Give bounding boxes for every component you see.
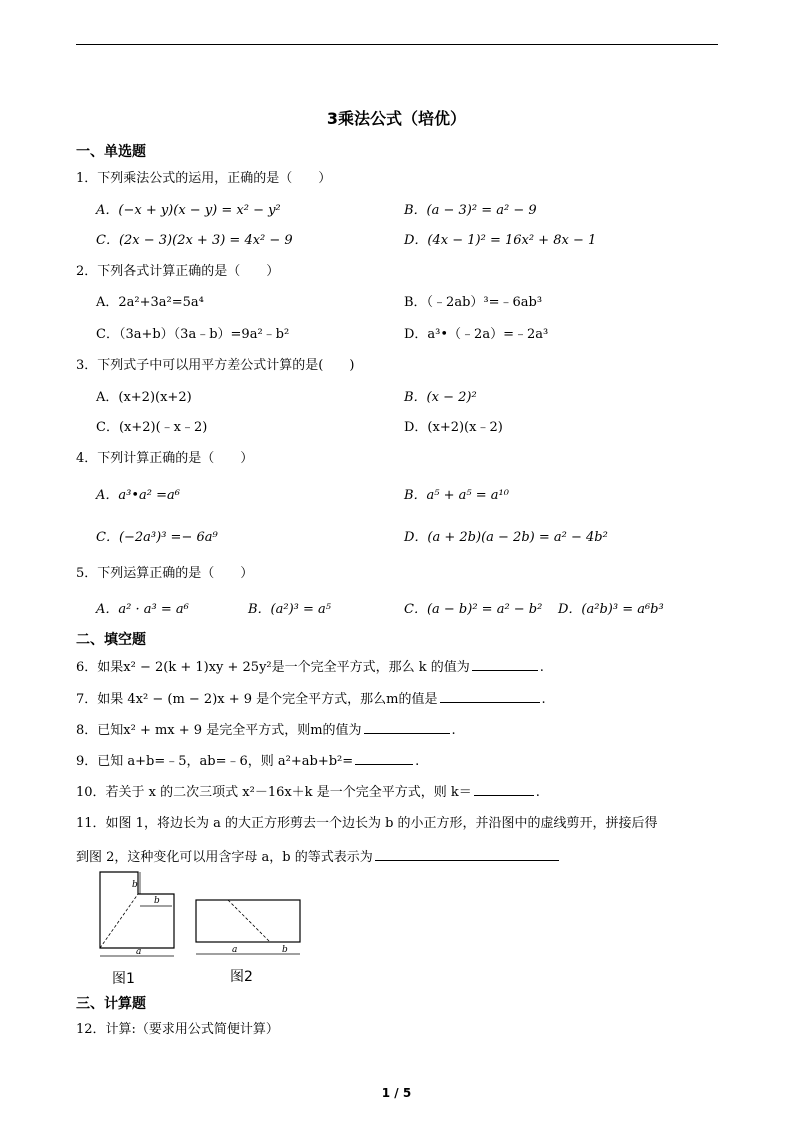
header-rule xyxy=(76,44,718,45)
question-5-option-c: C．(a − b)² = a² − b² xyxy=(404,602,543,617)
figure-2-label-b: b xyxy=(282,945,288,955)
question-6 xyxy=(76,656,544,675)
figure-2-label-a: a xyxy=(232,945,238,955)
page-number: 1 / 5 xyxy=(381,1086,412,1100)
question-2-option-d: D．a³•（﹣2a）=﹣2a³ xyxy=(404,327,549,342)
question-4-option-c: C．(−2a³)³ =− 6a⁹ xyxy=(96,530,218,545)
question-7-end: . xyxy=(541,692,546,707)
answer-blank-11[interactable] xyxy=(375,859,559,861)
question-10-text: 10．若关于 x 的二次三项式 x²－16x＋k 是一个完全平方式，则 k＝ xyxy=(76,785,472,800)
question-1-stem: 1．下列乘法公式的运用，正确的是（ ） xyxy=(76,171,332,186)
question-9-text: 9．已知 a+b=﹣5，ab=﹣6，则 a²+ab+b²= xyxy=(76,754,354,769)
figure-2-outline xyxy=(196,900,300,942)
question-1-option-b: B．(a − 3)² = a² − 9 xyxy=(404,203,537,218)
question-10 xyxy=(76,781,540,800)
question-4-option-b: B．a⁵ + a⁵ = a¹⁰ xyxy=(404,488,509,503)
section-heading-single-choice: 一、单选题 xyxy=(76,144,146,160)
question-3-option-d: D．(x+2)(x﹣2) xyxy=(404,420,503,435)
question-5-stem: 5．下列运算正确的是（ ） xyxy=(76,566,254,581)
document-title: 3乘法公式（培优） xyxy=(326,109,467,128)
question-6-end: . xyxy=(539,660,544,675)
question-1-option-d: D．(4x − 1)² = 16x² + 8x − 1 xyxy=(404,233,597,248)
question-11-line-1: 11．如图 1，将边长为 a 的大正方形剪去一个边长为 b 的小正方形，并沿图中的虚线剪开，拼接后得 xyxy=(76,816,658,831)
square-cut-figures xyxy=(92,866,312,966)
question-3-stem: 3．下列式子中可以用平方差公式计算的是( ) xyxy=(76,358,355,373)
figure-1-label-b-vertical: b xyxy=(132,880,138,890)
question-2-option-a: A．2a²+3a²=5a⁴ xyxy=(96,295,204,310)
question-2-option-c: C．（3a+b）（3a﹣b）=9a²﹣b² xyxy=(96,327,290,342)
question-9 xyxy=(76,750,419,769)
question-2-stem: 2．下列各式计算正确的是（ ） xyxy=(76,264,280,279)
question-3-option-a: A．(x+2)(x+2) xyxy=(96,390,192,405)
figure-1-label-a: a xyxy=(136,947,142,957)
question-2-option-b: B．（﹣2ab）³=﹣6ab³ xyxy=(404,295,543,310)
question-3-option-b: B．(x − 2)² xyxy=(404,390,477,405)
answer-blank-7[interactable] xyxy=(440,701,540,703)
figure-2-cut-line xyxy=(228,900,270,942)
question-7 xyxy=(76,688,546,707)
figure-1 xyxy=(100,872,174,957)
section-heading-calculation: 三、计算题 xyxy=(76,996,146,1012)
answer-blank-6[interactable] xyxy=(472,669,538,671)
question-5-option-a: A．a² · a³ = a⁶ xyxy=(96,602,189,617)
figure-1-cut-line xyxy=(100,894,138,948)
question-9-end: . xyxy=(415,754,420,769)
question-11-line-2 xyxy=(76,846,561,865)
question-8 xyxy=(76,719,456,738)
figure-1-label-b-horizontal: b xyxy=(154,896,160,906)
question-6-text: 6．如果x² − 2(k + 1)xy + 25y²是一个完全平方式，那么 k 的值为 xyxy=(76,660,470,675)
section-heading-fill-blank: 二、填空题 xyxy=(76,632,146,648)
answer-blank-10[interactable] xyxy=(474,794,534,796)
question-1-option-c: C．(2x − 3)(2x + 3) = 4x² − 9 xyxy=(96,233,293,248)
question-4-option-d: D．(a + 2b)(a − 2b) = a² − 4b² xyxy=(404,530,608,545)
figure-2 xyxy=(196,900,300,955)
question-12-stem: 12．计算:（要求用公式简便计算） xyxy=(76,1022,279,1037)
question-8-end: . xyxy=(451,723,456,738)
question-4-option-a: A．a³•a² =a⁶ xyxy=(96,488,180,503)
question-5-option-d: D．(a²b)³ = a⁶b³ xyxy=(558,602,664,617)
question-7-text: 7．如果 4x² − (m − 2)x + 9 是个完全平方式，那么m的值是 xyxy=(76,692,438,707)
figure-2-caption: 图2 xyxy=(230,969,253,985)
question-8-text: 8．已知x² + mx + 9 是完全平方式，则m的值为 xyxy=(76,723,362,738)
answer-blank-8[interactable] xyxy=(364,732,450,734)
question-5-option-b: B．(a²)³ = a⁵ xyxy=(248,602,331,617)
answer-blank-9[interactable] xyxy=(355,763,413,765)
question-11-text: 到图 2，这种变化可以用含字母 a，b 的等式表示为 xyxy=(76,850,373,865)
question-10-end: . xyxy=(535,785,540,800)
figure-1-caption: 图1 xyxy=(112,971,135,987)
question-3-option-c: C．(x+2)(﹣x﹣2) xyxy=(96,420,208,435)
question-4-stem: 4．下列计算正确的是（ ） xyxy=(76,451,254,466)
question-1-option-a: A．(−x + y)(x − y) = x² − y² xyxy=(96,203,281,218)
